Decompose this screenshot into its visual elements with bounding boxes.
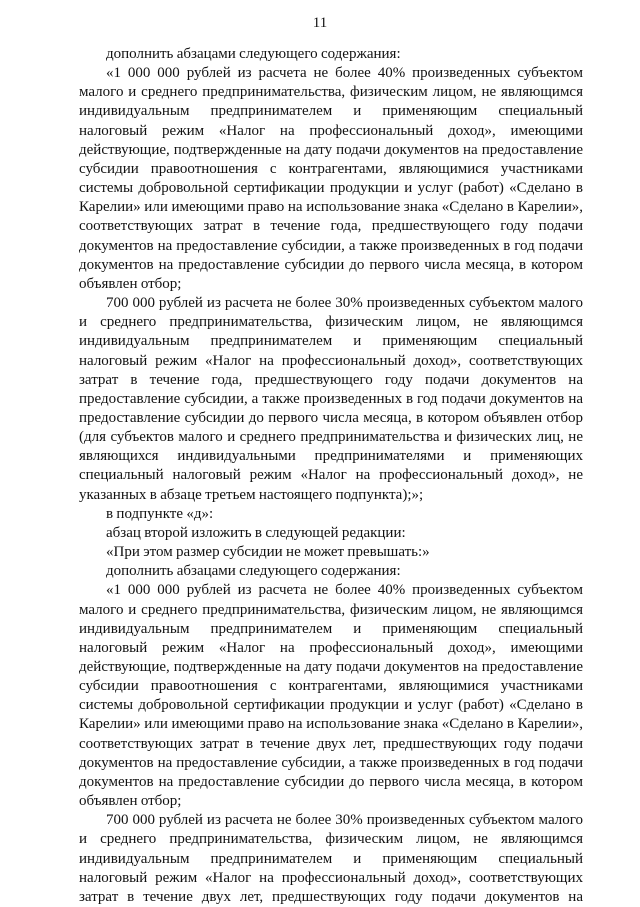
- paragraph: «1 000 000 рублей из расчета не более 40% произведенных субъектом малого и среднего предпринимательства, физическим лицом, не являющимся индивидуальным предпринимателем и применяющим специальный налоговый режим «Налог на профессиональный доход», имеющими действующие, подтвержденные на дату подачи документов на предоставление субсидии правоотношения с контрагентами, являющимися участниками системы добровольной сертификации продукции и услуг (работ) «Сделано в Карелии» или имеющими право на использование знака «Сделано в Карелии», соответствующих затрат в течение года, предшествующего году подачи документов на предоставление субсидии, а также произведенных в год подачи документов на предоставление субсидии до первого числа месяца, в котором объявлен отбор;: [79, 65, 583, 292]
- page-number: 11: [312, 15, 328, 31]
- paragraph: в подпункте «д»:: [106, 505, 214, 522]
- paragraph: дополнить абзацами следующего содержания:: [106, 563, 401, 580]
- paragraph: 700 000 рублей из расчета не более 30% произведенных субъектом малого и среднего предпринимательства, физическим лицом, не являющимся индивидуальным предпринимателем и применяющим специальный налоговый режим «Налог на профессиональный доход», соответствующих затрат в течение двух лет, предшествующих году подачи документов на: [79, 812, 583, 905]
- paragraph: дополнить абзацами следующего содержания:: [106, 46, 401, 62]
- document-body: [79, 45, 583, 907]
- paragraph: «При этом размер субсидии не может превышать:»: [106, 544, 430, 561]
- paragraph: абзац второй изложить в следующей редакции:: [106, 524, 406, 541]
- paragraph: 700 000 рублей из расчета не более 30% произведенных субъектом малого и среднего предпринимательства, физическим лицом, не являющимся индивидуальным предпринимателем и применяющим специальный налоговый режим «Налог на профессиональный доход», соответствующих затрат в течение года, предшествующего году подачи документов на предоставление субсидии, а также произведенных в год подачи документов на предоставление субсидии до первого числа месяца, в котором объявлен отбор (для субъектов малого и среднего предпринимательства и физических лиц, не являющихся индивидуальными предпринимателями и применяющих специальный налоговый режим «Налог на профессиональный доход», не указанных в абзаце третьем настоящего подпункта);»;: [79, 295, 583, 503]
- paragraph: «1 000 000 рублей из расчета не более 40% произведенных субъектом малого и среднего предпринимательства, физическим лицом, не являющимся индивидуальным предпринимателем и применяющим специальный налоговый режим «Налог на профессиональный доход», имеющими действующие, подтвержденные на дату подачи документов на предоставление субсидии правоотношения с контрагентами, являющимися участниками системы добровольной сертификации продукции и услуг (работ) «Сделано в Карелии» или имеющими право на использование знака «Сделано в Карелии», соответствующих затрат в течение двух лет, предшествующих году подачи документов на предоставление субсидии, а также произведенных в год подачи документов на предоставление субсидии до первого числа месяца, в котором объявлен отбор;: [79, 582, 583, 810]
